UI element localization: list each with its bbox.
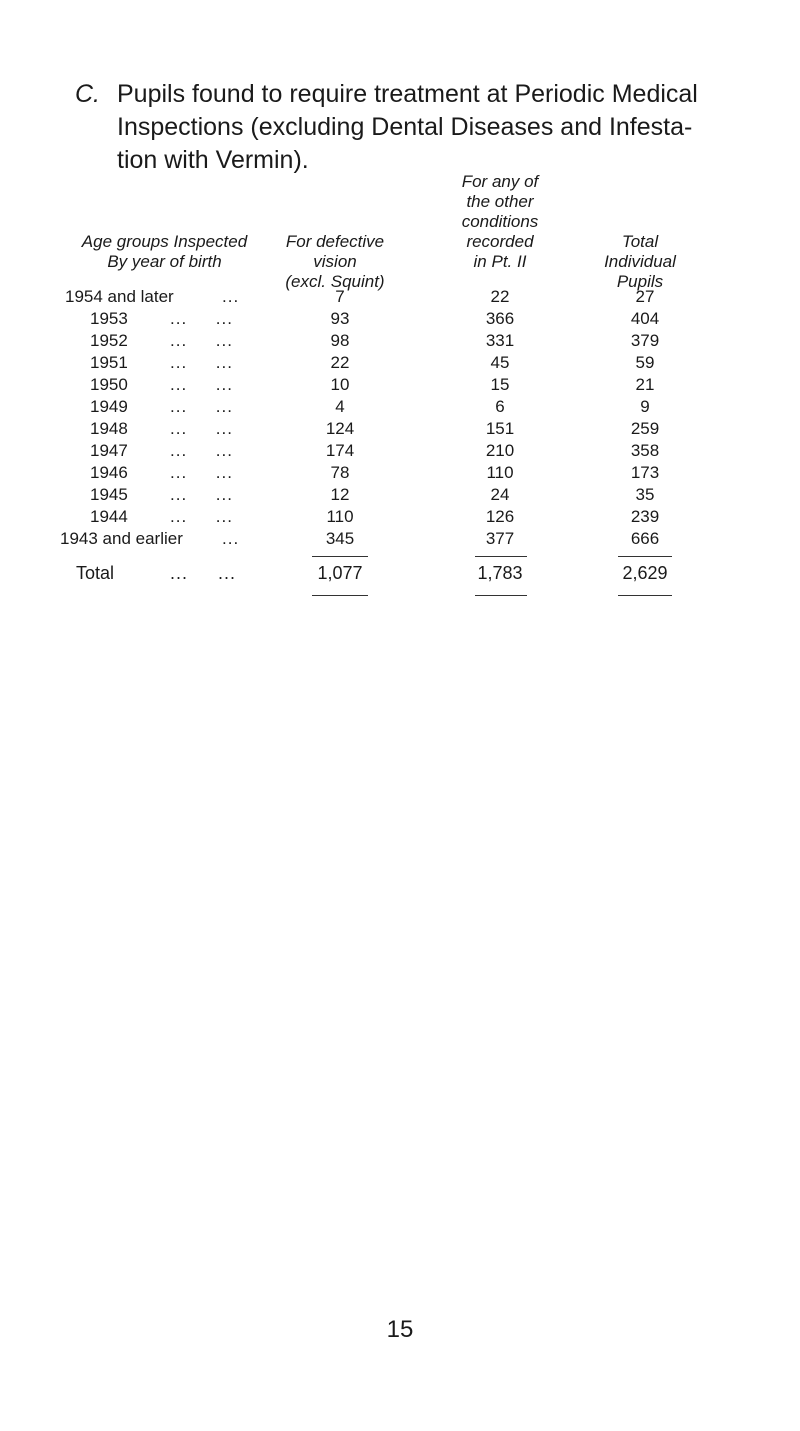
row-leader: ... xyxy=(222,287,240,306)
total-value: 239 xyxy=(630,507,660,526)
table-row xyxy=(0,286,800,308)
row-leader: ... ... xyxy=(170,563,237,583)
total-value: 21 xyxy=(635,375,655,394)
heading-line-2: Inspections (excluding Dental Diseases and Infesta- xyxy=(117,113,693,141)
table-row xyxy=(0,352,800,374)
vision-value: 345 xyxy=(325,529,355,548)
total-value: 379 xyxy=(630,331,660,350)
vision-value: 4 xyxy=(335,397,345,416)
row-label: 1943 and earlier xyxy=(60,529,183,548)
total-total-value: 2,629 xyxy=(622,563,668,583)
table-row xyxy=(0,528,800,550)
section-heading xyxy=(75,78,775,177)
vision-value: 110 xyxy=(326,507,354,526)
other-value: 6 xyxy=(495,397,505,416)
vision-value: 22 xyxy=(330,353,350,372)
row-label: 1951 xyxy=(90,353,128,372)
row-leader: ... ... xyxy=(170,441,233,460)
row-leader: ... ... xyxy=(170,353,233,372)
heading-line-3: tion with Vermin). xyxy=(117,146,309,174)
total-vision-value: 1,077 xyxy=(317,563,363,583)
other-value: 331 xyxy=(485,331,515,350)
row-label: 1947 xyxy=(90,441,128,460)
other-value: 151 xyxy=(485,419,515,438)
vision-value: 124 xyxy=(325,419,355,438)
row-label: 1952 xyxy=(90,331,128,350)
table-row xyxy=(0,462,800,484)
other-value: 110 xyxy=(486,463,514,482)
column-header-vision: For defective vision (excl. Squint) xyxy=(285,232,385,291)
other-value: 45 xyxy=(490,353,510,372)
rule-below-total-total xyxy=(618,595,672,596)
table-row xyxy=(0,396,800,418)
row-label: 1954 and later xyxy=(65,287,174,306)
row-label: 1944 xyxy=(90,507,128,526)
row-leader: ... ... xyxy=(170,375,233,394)
row-label: 1948 xyxy=(90,419,128,438)
heading-line-1 xyxy=(75,78,775,111)
row-leader: ... ... xyxy=(170,309,233,328)
rule-below-total-other xyxy=(475,595,527,596)
other-value: 210 xyxy=(485,441,515,460)
vision-value: 7 xyxy=(335,287,345,306)
row-leader: ... ... xyxy=(170,397,233,416)
row-leader: ... ... xyxy=(170,507,233,526)
table-row xyxy=(0,484,800,506)
row-label: 1953 xyxy=(90,309,128,328)
total-value: 666 xyxy=(630,529,660,548)
column-header-age: Age groups Inspected By year of birth xyxy=(81,232,248,271)
column-header-other: For any of the other conditions recorded in Pt. II xyxy=(461,172,539,271)
row-leader: ... ... xyxy=(170,463,233,482)
total-value: 59 xyxy=(635,353,655,372)
row-label: 1945 xyxy=(90,485,128,504)
heading-text-1: Pupils found to require treatment at Periodic Medical xyxy=(117,80,698,108)
table-row xyxy=(0,440,800,462)
total-label: Total xyxy=(76,563,115,583)
table-row xyxy=(0,330,800,352)
row-leader: ... xyxy=(222,529,240,548)
row-label: 1949 xyxy=(90,397,128,416)
other-value: 377 xyxy=(485,529,515,548)
rule-above-total-total xyxy=(618,556,672,557)
total-value: 9 xyxy=(640,397,650,416)
vision-value: 10 xyxy=(330,375,350,394)
table-row xyxy=(0,374,800,396)
vision-value: 78 xyxy=(330,463,350,482)
row-label: 1946 xyxy=(90,463,128,482)
total-value: 404 xyxy=(630,309,660,328)
table-row xyxy=(0,308,800,330)
row-label: 1950 xyxy=(90,375,128,394)
other-value: 24 xyxy=(490,485,510,504)
row-leader: ... ... xyxy=(170,419,233,438)
row-leader: ... ... xyxy=(170,485,233,504)
total-value: 358 xyxy=(630,441,660,460)
total-value: 259 xyxy=(630,419,660,438)
other-value: 22 xyxy=(490,287,510,306)
other-value: 15 xyxy=(490,375,510,394)
column-header-total: Total Individual Pupils xyxy=(604,232,676,291)
total-value: 173 xyxy=(630,463,660,482)
row-leader: ... ... xyxy=(170,331,233,350)
total-row xyxy=(0,562,800,584)
other-value: 366 xyxy=(485,309,515,328)
vision-value: 98 xyxy=(330,331,350,350)
other-value: 126 xyxy=(485,507,515,526)
total-value: 35 xyxy=(635,485,655,504)
section-letter: C. xyxy=(75,80,100,108)
vision-value: 93 xyxy=(330,309,350,328)
total-other-value: 1,783 xyxy=(477,563,523,583)
table-row xyxy=(0,506,800,528)
table-row xyxy=(0,418,800,440)
page-number: 15 xyxy=(386,1316,414,1343)
rule-above-total-other xyxy=(475,556,527,557)
vision-value: 12 xyxy=(330,485,350,504)
total-value: 27 xyxy=(635,287,655,306)
vision-value: 174 xyxy=(325,441,355,460)
rule-above-total-vision xyxy=(312,556,368,557)
rule-below-total-vision xyxy=(312,595,368,596)
